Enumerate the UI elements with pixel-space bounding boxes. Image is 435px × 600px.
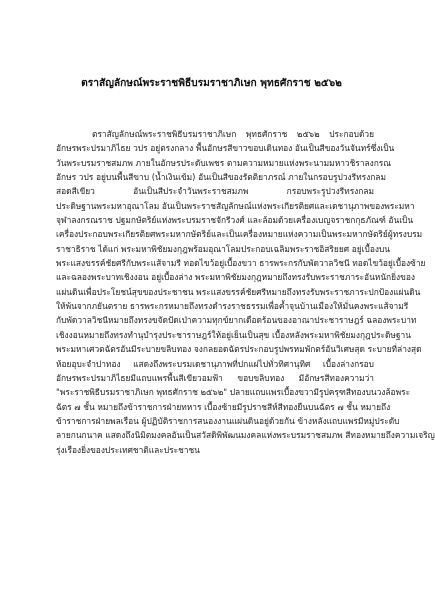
document-body bbox=[56, 127, 435, 457]
body-line: อักษร วปร อยู่บนพื้นสีขาบ (น้ำเงินเข้ม) อันเป็นสีของรัตติยาภรณ์ ภายในกรอบรูปวงรีทรงกลม bbox=[56, 172, 386, 183]
body-line: เครื่องประกอบพระเกียรติยศพระมหากษัตริย์และเป็นเครื่องหมายแห่งความเป็นพระมหากษัตริย์ผู้ทรงบรม bbox=[56, 229, 423, 240]
body-line: สอดสีเขียว อันเป็นสีประจำวันพระราชสมภพ กรอบพระรูปวงรีทรงกลม bbox=[56, 186, 374, 197]
body-line: และฉลองพระบาทเชิงงอน อยู่เบื้องล่าง พระมหาพิชัยมงกุฎหมายถึงทรงรับพระราชภาระอันหนักยิ่งของ bbox=[56, 272, 415, 283]
body-line: ราชาธิราช ได้แก่ พระมหาพิชัยมงกุฎพร้อมอุณาโลมประกอบเฉลิมพระราชอิสริยยศ อยู่เบื้องบน bbox=[56, 243, 390, 254]
body-line: ตราสัญลักษณ์พระราชพิธีบรมราชาภิเษก พุทธศักราช ๒๕๖๒ ประกอบด้วย bbox=[92, 129, 374, 139]
body-line: รุ่งเรืองยิ่งของประเทศชาติและประชาชน bbox=[56, 444, 200, 455]
body-line: เชิงงอนหมายถึงทรงทำนุบำรุงประชาราษฎร์ให้อยู่เย็นเป็นสุข เบื้องหลังพระมหาพิชัยมงกุฎประดิษฐาน bbox=[56, 329, 411, 340]
body-line: ให้พ้นจากภยันตราย ธารพระกรหมายถึงทรงดำรงราชธรรมเพื่อค้ำจุนบ้านเมืองให้มั่นคงพระแส้จามรี bbox=[56, 301, 409, 312]
body-line: ข้าราชการฝ่ายพลเรือน ผู้ปฏิบัติราชการสนองงานแผ่นดินอยู่ด้วยกัน ข้างหลังแถบแพรมีหมู่ประดับ bbox=[56, 415, 400, 426]
body-line: พระมหาเศวตฉัตรอันมีระบายขลิบทอง จงกลยอดฉัตรประกอบรูปพรหมพักตร์อันวิเศษสุด ระบายที่ล่างสุด bbox=[56, 344, 422, 355]
body-line: กับพัดวาลวิชนีหมายถึงทรงขจัดปัดเป่าความทุกข์ยากเดือดร้อนของอาณาประชาราษฎร์ ฉลองพระบาท bbox=[56, 315, 417, 326]
body-line: จุฬาลงกรณราช ปฐมกษัตริย์แห่งพระบรมราชจักรีวงศ์ และล้อมด้วยเครื่องเบญจราชกกุธภัณฑ์ อันเป็น bbox=[56, 215, 414, 226]
body-line: แผ่นดินเพื่อประโยชน์สุขของประชาชน พระแสงขรรค์ชัยศรีหมายถึงทรงรับพระราชภาระปกป้องแผ่นดิน bbox=[56, 286, 421, 297]
body-line: อักษรพระปรมาภิไธย วปร อยู่ตรงกลาง พื้นอักษรสีขาวขอบเดินทอง อันเป็นสีของวันจันทร์ซึ่งเป็น bbox=[56, 143, 395, 154]
document-title: ตราสัญลักษณ์พระราชพิธีบรมราชาภิเษก พุทธศักราช ๒๕๖๒ bbox=[81, 78, 342, 89]
body-line: ห้อยอุบะจำปาทอง แสดงถึงพระบรมเดชานุภาพที่ปกแผ่ไปทั่วทิศานุทิศ เบื้องล่างกรอบ bbox=[56, 358, 374, 369]
body-line: ลายกนกนาค แสดงถึงนิมิตมงคลอันเป็นสวัสดิพิพัฒนมงคลแห่งพระบรมราชสมภพ สีทองหมายถึงความเจริญ bbox=[56, 430, 435, 441]
body-line: ประดิษฐานพระมหาอุณาโลม อันเป็นพระราชสัญลักษณ์แห่งพระเกียรติยศและเดชานุภาพของพระมหา bbox=[56, 200, 415, 211]
body-line: อักษรพระปรมาภิไธยมีแถบแพรพื้นสีเขียวอมฟ้า ขอบขลิบทอง มีอักษรสีทองความว่า bbox=[56, 372, 374, 383]
body-line: วันพระบรมราชสมภพ ภายในอักษรประดับเพชร ตามความหมายแห่งพระนามมหาวชิราลงกรณ bbox=[56, 157, 392, 168]
body-line: "พระราชพิธีบรมราชาภิเษก พุทธศักราช ๒๕๖๒" ปลายแถบแพรเบื้องขวามีรูปครุฑสีทองบนวงล้อพระ bbox=[56, 387, 411, 398]
body-line: พระแสงขรรค์ชัยศรีกับพระแส้จามรี ทอดไขว้อยู่เบื้องขวา ธารพระกรกับพัดวาลวิชนี ทอดไขว้อยู่เบื้องซ้าย bbox=[56, 258, 426, 269]
body-line: ฉัตร ๗ ชั้น หมายถึงข้าราชการฝ่ายทหาร เบื้องซ้ายมีรูปราชสีห์สีทองยืนบนฉัตร ๗ ชั้น หมายถึง bbox=[56, 401, 391, 412]
